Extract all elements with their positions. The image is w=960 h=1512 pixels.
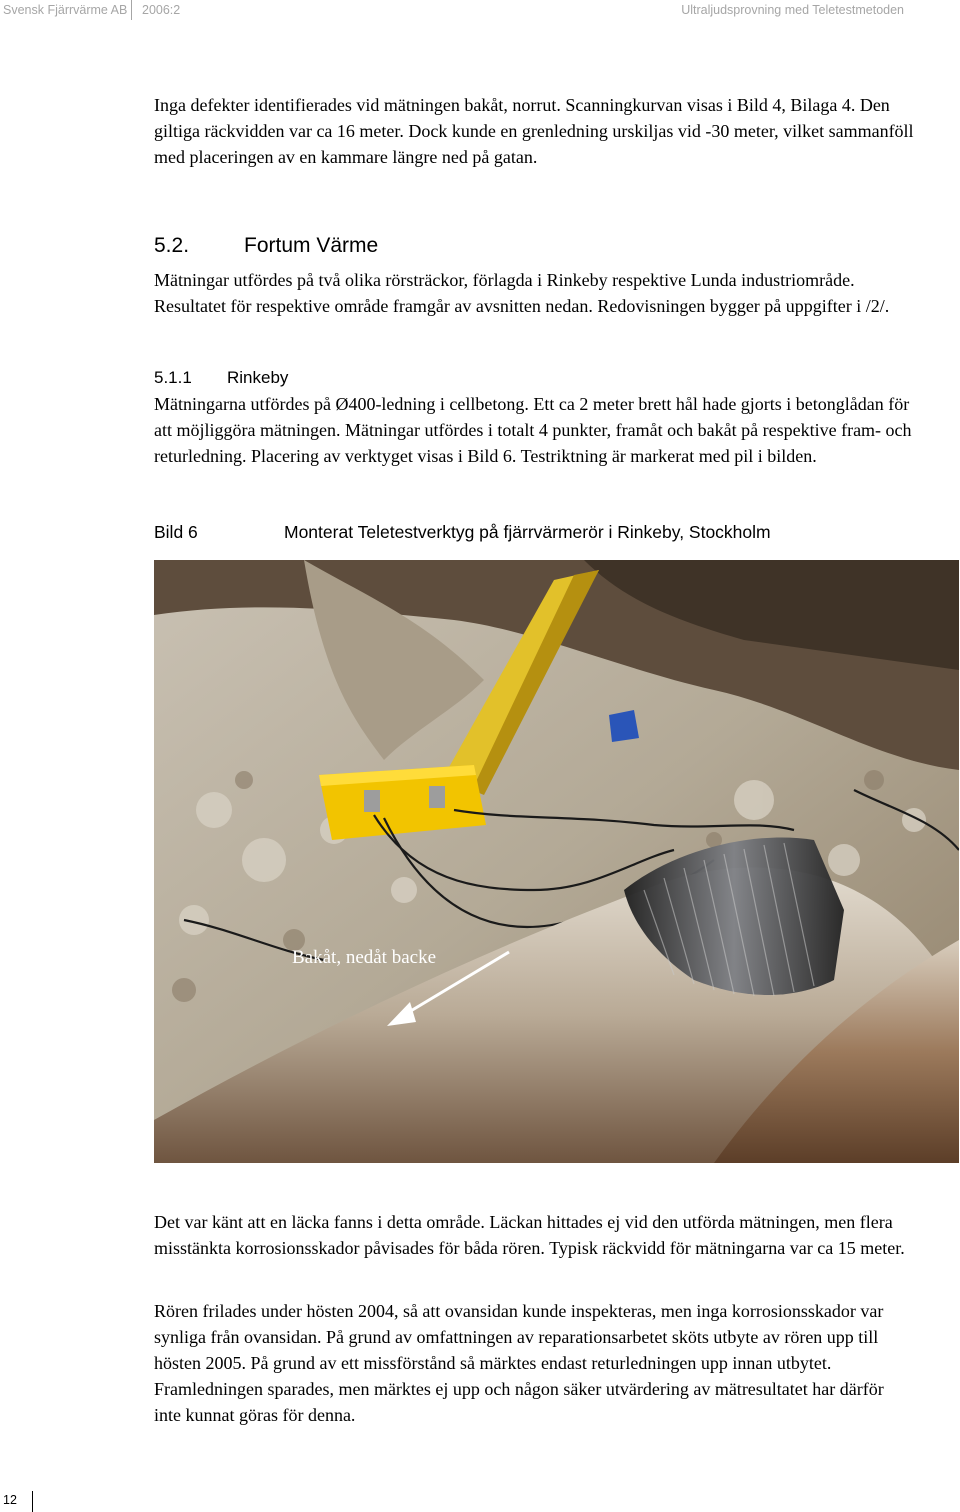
footer-divider: [32, 1491, 33, 1512]
figure-caption: Monterat Teletestverktyg på fjärrvärmerör i Rinkeby, Stockholm: [284, 522, 771, 542]
intro-paragraph: Inga defekter identifierades vid mätningen bakåt, norrut. Scanningkurvan visas i Bild 4, Bilaga 4. Den giltiga räckvidden var ca 16 meter. Dock kunde en grenledning urskiljas vid -30 meter, vilket sammanföll med placeringen av en kammare längre ned på gatan.: [154, 95, 914, 167]
result-paragraph-1: Det var känt att en läcka fanns i detta område. Läckan hittades ej vid den utförda mätningen, men flera misstänkta korrosionsskador påvisades för båda rören. Typisk räckvidd för mätningarna var ca 15 meter.: [154, 1212, 905, 1258]
header-company: Svensk Fjärrvärme AB: [3, 3, 128, 17]
subsection-number: 5.1.1: [154, 368, 192, 387]
subsection-title: Rinkeby: [227, 368, 289, 387]
header-report-title: Ultraljudsprovning med Teletestmetoden: [681, 3, 904, 17]
excavation-photo: [154, 560, 959, 1163]
photo-overlay-label: Bakåt, nedåt backe: [292, 947, 437, 968]
fortum-paragraph: Mätningar utfördes på två olika rörsträckor, förlagda i Rinkeby respektive Lunda industriområde. Resultatet för respektive område framgår av avsnitten nedan. Redovisningen bygger på uppgifter i /2/.: [154, 270, 890, 316]
section-title: Fortum Värme: [244, 234, 379, 257]
page-number: 12: [3, 1493, 17, 1507]
rinkeby-paragraph: Mätningarna utfördes på Ø400-ledning i cellbetong. Ett ca 2 meter brett hål hade gjorts i betonglådan för att möjliggöra mätningen. Mätningar utfördes i totalt 4 punkter, framåt och bakåt på respektive fram- och returledning. Placering av verktyget visas i Bild 6. Testriktning är markerat med pil i bilden.: [154, 394, 912, 466]
header-report-number: 2006:2: [142, 3, 181, 17]
result-paragraph-2: Rören frilades under hösten 2004, så att ovansidan kunde inspekteras, men inga korrosionsskador var synliga från ovansidan. På grund av omfattningen av reparationsarbetet sköts utbyte av rören upp till hösten 2005. På grund av ett missförstånd så märktes endast returledningen upp innan utbytet. Framledningen sparades, men märktes ej upp och någon säker utvärdering av mätresultatet har därför inte kunnat göras för denna.: [154, 1301, 884, 1425]
figure-label: Bild 6: [154, 522, 198, 542]
header-divider: [131, 0, 132, 20]
section-number: 5.2.: [154, 234, 190, 257]
